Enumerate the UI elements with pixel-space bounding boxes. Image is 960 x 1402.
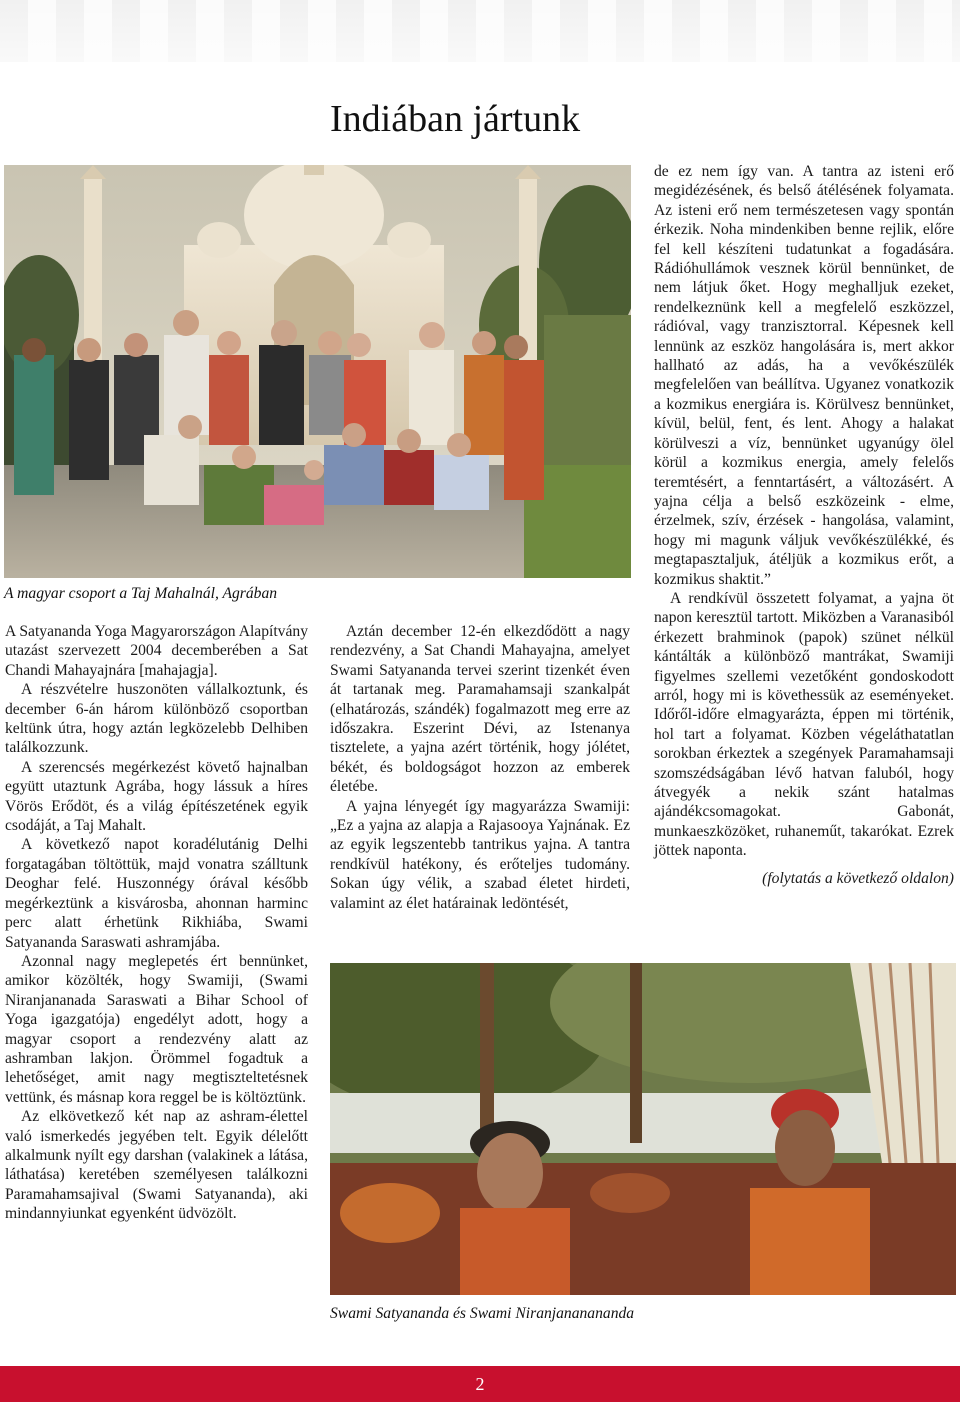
left-paragraph: A részvételre huszonöten vállalkoztunk, és december 6-án három különböző csoportban keltünk útra, hogy aztán legközelebb Delhiben találkozzunk. — [5, 681, 308, 757]
middle-text-column — [330, 622, 630, 913]
page-number: 2 — [475, 1374, 485, 1394]
right-paragraph: de ez nem így van. A tantra az isteni erő megidézésének, és belső átélésének folyamata. Az isteni erő nem természetesen vagy spontán érkezik. Noha mindenkiben benne rejlik, előre fel kell készíteni tudatunkat a fogadására. Rádióhullámok vesznek körül bennünket, de nem látjuk őket. Hogy meghalljuk ezeket, rendelkeznünk kell a megfelelő eszközzel, rádióval, vagy tranzisztorral. Képesnek kell lennünk az eszköz hangolására is, mert akkor hallható az adás, ha a vevőkészülék megfelelően van beállítva. Ugyanez vonatkozik a kozmikus energiára is. Körülvesz bennünket, kívül, belül, fent, és lent. Ahogy a halakat körülveszi a víz, bennünket ugyanúgy ölel körül a kozmikus energia, amely felelős teremtésért, a fenntartásért, a változásért. A yajna célja a belső eszközeink - elme, érzelmek, szív, érzések - hangolása, valamint, hogy mi magunk váljuk vevőkészülékké, és megtapasztaljuk, átéljük a kozmikus erőt, a kozmikus shaktit.” — [654, 163, 954, 588]
swamis-photo — [330, 963, 956, 1295]
middle-paragraph: Aztán december 12-én elkezdődött a nagy rendezvény, a Sat Chandi Mahayajna, amelyet Swami Satyananda tervei szerint tizenkét éven át tartanak meg. Paramahamsaji szankalpát (elhatározás, szándék) fogalmazott meg erre az időszakra. Eszerint Dévi, az Istenanya tisztelete, a yajna azért történik, hogy jólétet, békét, és boldogságot hozzon az emberek életébe. — [330, 623, 630, 796]
swamis-photo-caption: Swami Satyananda és Swami Niranjananananda — [330, 1305, 635, 1322]
middle-paragraph: A yajna lényegét így magyarázza Swamiji: „Ez a yajna az alapja a Rajasooya Yajnának. Ez az egyik legszentebb tantrikus yajna. A tantra rendkívül hatékony, és erőteljes tudomány. Sokan úgy vélik, a szabad életet hirdeti, valamint az élet határainak ledöntését, — [330, 797, 630, 912]
page-title: Indiában jártunk — [330, 98, 581, 140]
left-paragraph: A szerencsés megérkezést követő hajnalban együtt utaztunk Agrába, hogy lássuk a híres Vörös Erődöt, és a világ építészetének egyik csodáját, a Taj Mahalt. — [5, 758, 308, 835]
right-paragraph: A rendkívül összetett folyamat, a yajna öt napon keresztül tartott. Miközben a Varanasiból érkezett brahminok (papok) szünet nélkül kántálták a különböző mantrákat, Swamiji figyelmes szellemi vezetőként gondoskodott arról, hogy mi is követhessük az eseményeket. Időről-időre elmagyarázta, éppen mi történik, hol tart a folyamat. Közben végeláthatatlan sorokban érkeztek a szegények Paramahamsaji szomszédságában lévő hatvan faluból, hogy átvegyék a nekik szánt hatalmas ajándékcsomagokat. Gabonát, munkaeszközöket, ruhaneműt, takarókat. Ezrek jöttek naponta. — [654, 589, 954, 860]
group-photo-caption: A magyar csoport a Taj Mahalnál, Agrában — [4, 585, 278, 602]
left-paragraph: Azonnal nagy meglepetés ért bennünket, amikor közölték, hogy Swamiji, (Swami Niranjananada Saraswati a Bihar School of Yoga igazgatója) engedélyt adott, hogy a magyar csoport a rendezvény alatt az ashramban lakjon. Örömmel fogadtuk a lehetőséget, amit nagy megtiszteltetésnek vettünk, és másnap kora reggel be is költöztünk. — [5, 952, 308, 1106]
taj-mahal-group-photo — [4, 165, 631, 578]
right-text-column — [654, 162, 954, 888]
header-decoration-band — [0, 0, 960, 62]
left-paragraph: Az elkövetkező két nap az ashram-élettel való ismerkedés jegyében telt. Egyik délelőtt alkalmunk nyílt egy darshan (valakinek a látása, láthatása) keretében személyesen találkozni Paramahamsajival (Swami Satyananda), aki mindannyiunkat egyenként üdvözölt. — [5, 1108, 308, 1223]
left-text-column — [5, 622, 308, 1224]
left-paragraph: A következő napot koradélutánig Delhi forgatagában töltöttük, majd vonatra szálltunk Deoghar felé. Huszonnégy órával később megérkeztünk a kisvárosba, ahonnan harminc perc alatt érhetünk Rikhiába, Swami Satyananda Saraswati ashramjába. — [5, 836, 308, 951]
continuation-note: (folytatás a következő oldalon) — [762, 869, 954, 887]
left-paragraph: A Satyananda Yoga Magyarországon Alapítvány utazást szervezett 2004 decemberében a Sat Chandi Mahayajnára [mahajagja]. — [5, 623, 308, 679]
